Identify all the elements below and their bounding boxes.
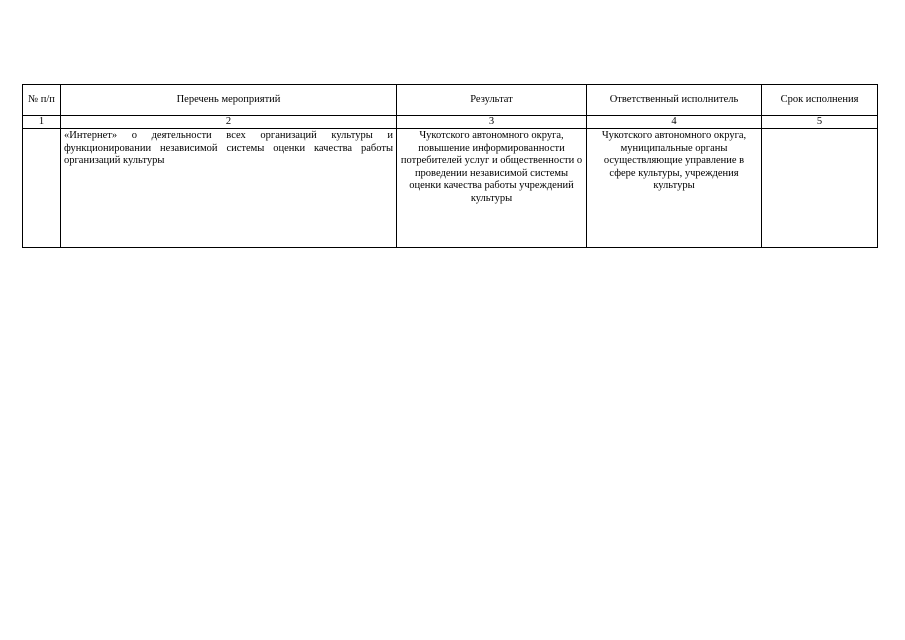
activities-table (22, 84, 878, 248)
header-number: № п/п (23, 85, 61, 116)
header-row (23, 85, 878, 116)
row-number-cell (23, 129, 61, 248)
header-activities: Перечень мероприятий (61, 85, 397, 116)
column-number: 5 (762, 116, 878, 129)
result-cell: Чукотского автономного округа, повышение информированности потребителей услуг и общественности о проведении независимой системы оценки качества работы учреждений культуры (397, 129, 587, 248)
header-deadline: Срок исполнения (762, 85, 878, 116)
executor-cell: Чукотского автономного округа, муниципальные органы осуществляющие управление в сфере культуры, учреждения культуры (587, 129, 762, 248)
activity-cell: «Интернет» о деятельности всех организаций культуры и функционировании независимой системы оценки качества работы организаций культуры (61, 129, 397, 248)
column-number: 1 (23, 116, 61, 129)
column-number: 3 (397, 116, 587, 129)
column-number: 2 (61, 116, 397, 129)
header-executor: Ответственный исполнитель (587, 85, 762, 116)
column-number-row (23, 116, 878, 129)
column-number: 4 (587, 116, 762, 129)
table-row (23, 129, 878, 248)
header-result: Результат (397, 85, 587, 116)
deadline-cell (762, 129, 878, 248)
